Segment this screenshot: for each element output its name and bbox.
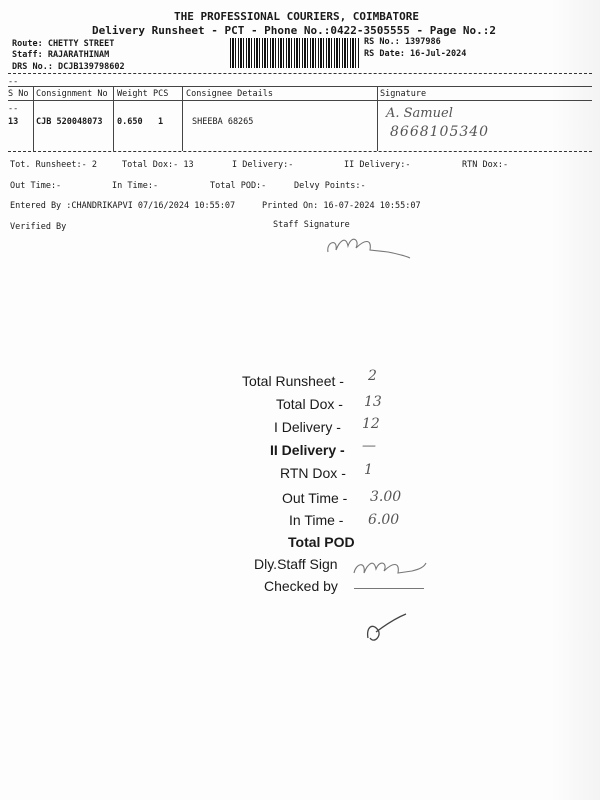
row-sno: 13 <box>8 117 19 127</box>
stamp-total-runsheet-value: 2 <box>368 368 377 384</box>
staff-signature-scribble <box>318 228 418 268</box>
checked-by-line <box>354 588 424 589</box>
summary-tot-runsheet: Tot. Runsheet:- 2 <box>10 160 97 170</box>
stamp-i-delivery-value: 12 <box>362 416 380 432</box>
signature-phone-handwritten: 8668105340 <box>390 124 490 140</box>
stamp-in-time-value: 6.00 <box>368 512 400 528</box>
summary-in-time: In Time:- <box>112 181 159 191</box>
printed-on: Printed On: 16-07-2024 10:55:07 <box>262 201 421 211</box>
stamp-total-runsheet-label: Total Runsheet - <box>242 373 344 389</box>
stamp-out-time-value: 3.00 <box>370 489 402 505</box>
stamp-out-time-label: Out Time - <box>282 490 348 506</box>
rs-number: RS No.: 1397986 <box>364 37 441 47</box>
company-title: THE PROFESSIONAL COURIERS, COIMBATORE <box>174 10 420 23</box>
route-label: Route: CHETTY STREET <box>12 39 115 49</box>
stamp-ii-delivery-label: II Delivery - <box>270 442 345 458</box>
stamp-in-time-label: In Time - <box>289 512 344 528</box>
divider <box>8 73 592 74</box>
stamp-dly-staff-sign-label: Dly.Staff Sign <box>254 556 338 572</box>
rs-date: RS Date: 16-Jul-2024 <box>364 49 467 59</box>
page-edge-shadow <box>550 0 600 800</box>
col-header-weight: Weight <box>117 89 148 99</box>
summary-ii-delivery: II Delivery:- <box>344 160 411 170</box>
col-header-pcs: PCS <box>153 89 169 99</box>
stamp-total-pod-label: Total POD <box>288 534 355 550</box>
summary-total-dox: Total Dox:- 13 <box>122 160 194 170</box>
stamp-total-dox-label: Total Dox - <box>276 396 343 412</box>
summary-total-pod: Total POD:- <box>210 181 267 191</box>
runsheet-subtitle: Delivery Runsheet - PCT - Phone No.:0422-3505555 - Page No.:2 <box>92 24 496 37</box>
summary-rtn-dox: RTN Dox:- <box>462 160 509 170</box>
stamp-checked-by-label: Checked by <box>264 578 338 594</box>
stamp-rtn-dox-label: RTN Dox - <box>280 465 346 481</box>
table-header-border <box>8 100 592 101</box>
stamp-total-dox-value: 13 <box>364 394 382 410</box>
table-top-border <box>8 86 592 87</box>
signature-name-handwritten: A. Samuel <box>386 106 453 121</box>
drs-number: DRS No.: DCJB139798602 <box>12 62 125 72</box>
row-pcs: 1 <box>158 117 164 127</box>
stamp-rtn-dox-value: 1 <box>364 462 373 478</box>
row-weight: 0.650 <box>117 117 143 127</box>
staff-label: Staff: RAJARATHINAM <box>12 50 110 60</box>
divider <box>8 151 592 152</box>
col-header-consignment: Consignment No <box>36 89 108 99</box>
col-header-consignee: Consignee Details <box>186 89 273 99</box>
summary-delv-points: Delvy Points:- <box>294 181 366 191</box>
stamp-i-delivery-label: I Delivery - <box>274 419 341 435</box>
col-header-signature: Signature <box>380 89 427 99</box>
staff-signature-label: Staff Signature <box>273 220 350 230</box>
entered-by: Entered By :CHANDRIKAPVI 07/16/2024 10:55:07 <box>10 201 236 211</box>
summary-i-delivery: I Delivery:- <box>232 160 294 170</box>
barcode <box>230 38 360 68</box>
col-header-sno: S No <box>8 89 29 99</box>
summary-out-time: Out Time:- <box>10 181 62 191</box>
row-consignment: CJB 520048073 <box>36 117 103 127</box>
stamp-ii-delivery-value: — <box>362 438 376 454</box>
row-consignee: SHEEBA 68265 <box>192 117 254 127</box>
dly-staff-signature-scribble <box>350 553 430 583</box>
verified-by: Verified By <box>10 222 67 232</box>
checked-by-initials-scribble <box>362 608 412 648</box>
